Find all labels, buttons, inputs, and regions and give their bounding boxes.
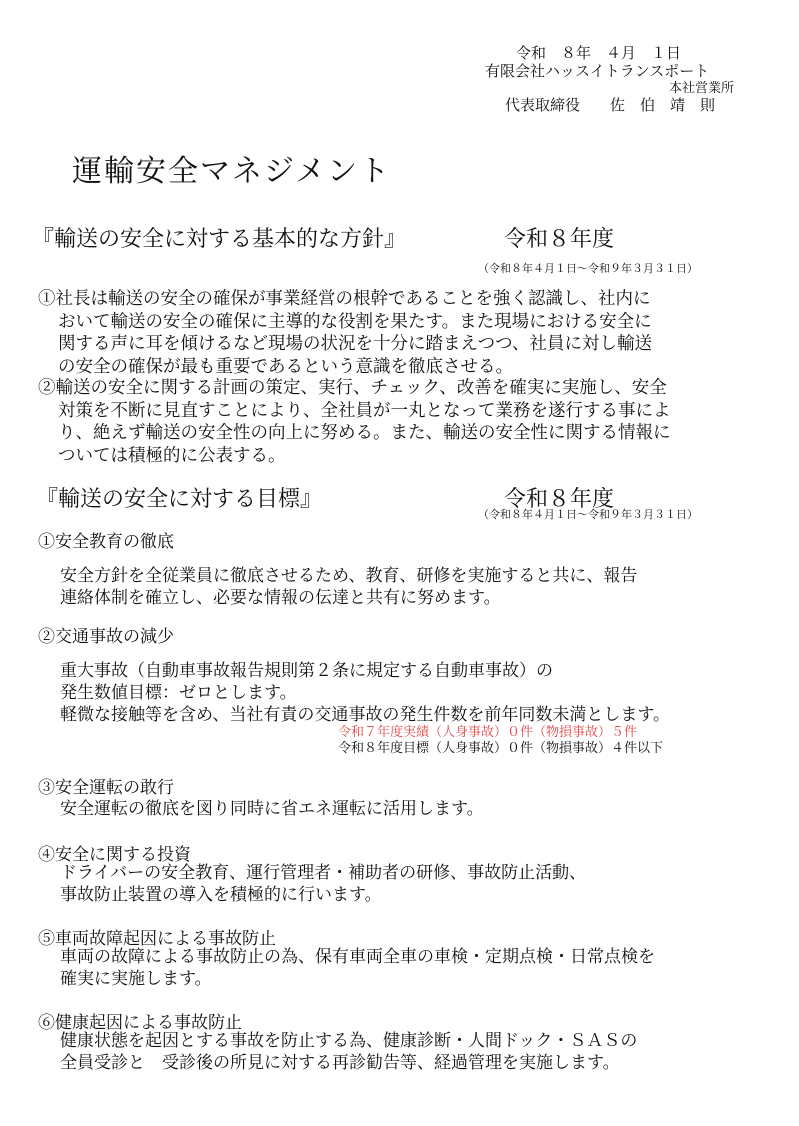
goal-1-body bbox=[60, 565, 637, 609]
policy-period: （令和８年４月１日～令和９年３月３１日） bbox=[478, 262, 698, 275]
goal-2-body-line: 発生数値目標：ゼロとします。 bbox=[60, 683, 297, 703]
policy-item-1-line: 関する声に耳を傾けるなど現場の状況を十分に踏まえつつ、社員に対し輸送 bbox=[58, 334, 652, 354]
goal-3-title: ③安全運転の敢行 bbox=[38, 778, 174, 798]
page-title: 運輸安全マネジメント bbox=[72, 154, 392, 189]
goal-4-title: ④安全に関する投資 bbox=[38, 845, 191, 865]
policy-item-2-line: 対策を不断に見直すことにより、全社員が一丸となって業務を遂行する事によ bbox=[58, 400, 671, 421]
policy-item-2-line: ②輸送の安全に関する計画の策定、実行、チェック、改善を確実に実施し、安全 bbox=[38, 378, 667, 398]
goal-2-body-line: 軽微な接触等を含め、当社有責の交通事故の発生件数を前年同数未満とします。 bbox=[60, 705, 670, 725]
goal-4-body bbox=[60, 862, 586, 906]
goal-5-body-line: 確実に実施します。 bbox=[60, 969, 212, 989]
goals-fiscal-year: 令和８年度 bbox=[504, 487, 615, 512]
goal-6-body-line: 健康状態を起因とする事故を防止する為、健康診断・人間ドック・ＳＡＳの bbox=[60, 1031, 638, 1051]
goal-3-body bbox=[60, 798, 484, 820]
goal-6-body bbox=[60, 1030, 637, 1074]
goal-2-body-line: 重大事故（自動車事故報告規則第２条に規定する自動車事故）の bbox=[60, 661, 553, 681]
goal-6-title: ⑥健康起因による事故防止 bbox=[38, 1013, 242, 1033]
goal-2-actual: 令和７年度実績（人身事故）０件（物損事故）５件 bbox=[338, 725, 638, 740]
goals-heading: 『輸送の安全に対する目標』 bbox=[36, 487, 323, 512]
policy-fiscal-year: 令和８年度 bbox=[504, 227, 615, 252]
policy-item-1-line: ①社長は輸送の安全の確保が事業経営の根幹であることを強く認識し、社内に bbox=[38, 289, 651, 309]
goal-2-target: 令和８年度目標（人身事故）０件（物損事故）４件以下 bbox=[338, 741, 664, 756]
office-name: 本社営業所 bbox=[669, 81, 735, 96]
goal-2-body bbox=[60, 660, 670, 726]
goal-4-body-line: 事故防止装置の導入を積極的に行います。 bbox=[60, 885, 382, 905]
goal-1-body-line: 安全方針を全従業員に徹底させるため、教育、研修を実施すると共に、報告 bbox=[60, 566, 638, 586]
policy-item-2-line: り、絶えず輸送の安全性の向上に努める。また、輸送の安全性に関する情報に bbox=[58, 423, 671, 443]
goal-5-body bbox=[60, 946, 655, 990]
goal-2-title: ②交通事故の減少 bbox=[38, 627, 174, 647]
representative: 代表取締役 佐 伯 靖 則 bbox=[505, 96, 716, 114]
policy-heading: 『輸送の安全に対する基本的な方針』 bbox=[32, 227, 407, 252]
goal-6-body-line: 全員受診と 受診後の所見に対する再診勧告等、経過管理を実施します。 bbox=[60, 1053, 620, 1073]
document-date: 令和 ８年 ４月 １日 bbox=[516, 44, 682, 62]
policy-item-1 bbox=[38, 288, 652, 378]
goals-period: （令和８年４月１日～令和９年３月３１日） bbox=[478, 508, 698, 521]
policy-item-1-line: おいて輸送の安全の確保に主導的な役割を果たす。また現場における安全に bbox=[58, 311, 652, 332]
policy-item-2-line: ついては積極的に公表する。 bbox=[58, 445, 286, 466]
goal-5-title: ⑤車両故障起因による事故防止 bbox=[38, 929, 276, 949]
policy-item-2 bbox=[38, 377, 671, 467]
goal-3-body-line: 安全運転の徹底を図り同時に省エネ運転に活用します。 bbox=[60, 799, 484, 819]
policy-item-1-line: の安全の確保が最も重要であるという意識を徹底させる。 bbox=[58, 356, 513, 377]
goal-1-title: ①安全教育の徹底 bbox=[38, 532, 174, 552]
goal-5-body-line: 車両の故障による事故防止の為、保有車両全車の車検・定期点検・日常点検を bbox=[60, 947, 655, 967]
goal-1-body-line: 連絡体制を確立し、必要な情報の伝達と共有に努めます。 bbox=[60, 588, 501, 608]
company-name: 有限会社ハッスイトランスポート bbox=[485, 62, 710, 80]
goal-4-body-line: ドライバーの安全教育、運行管理者・補助者の研修、事故防止活動、 bbox=[60, 863, 587, 883]
